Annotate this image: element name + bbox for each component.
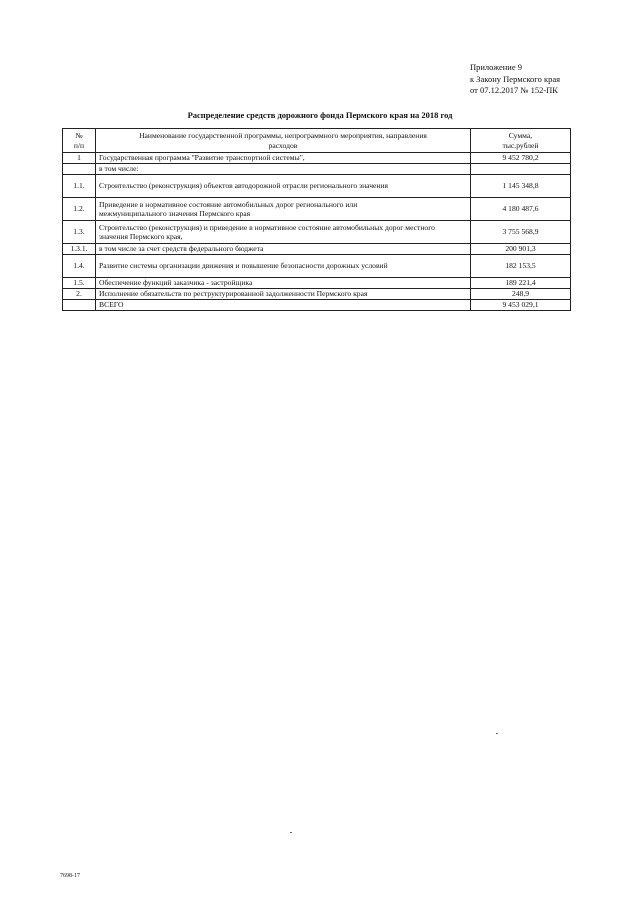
column-header-sum-line2: тыс.рублей bbox=[502, 140, 539, 150]
row-name: Приведение в нормативное состояние автомобильных дорог регионального или межмуниципального значения Пермского края bbox=[96, 198, 471, 221]
row-sum: 182 153,5 bbox=[471, 255, 571, 278]
table-row bbox=[63, 153, 571, 164]
road-fund-table bbox=[62, 128, 571, 311]
document-title: Распределение средств дорожного фонда Пермского края на 2018 год bbox=[187, 110, 453, 120]
appendix-number: Приложение 9 bbox=[470, 62, 522, 72]
appendix-header bbox=[470, 62, 560, 97]
row-sum: 4 180 487,6 bbox=[471, 198, 571, 221]
row-number: 1.3. bbox=[63, 221, 96, 244]
row-number: 2. bbox=[63, 289, 96, 300]
row-number bbox=[63, 164, 96, 175]
scan-speck bbox=[496, 733, 498, 734]
row-sum: 9 452 780,2 bbox=[471, 153, 571, 164]
row-sum: 9 453 029,1 bbox=[471, 300, 571, 311]
row-name: Развитие системы организации движения и повышение безопасности дорожных условий bbox=[96, 255, 471, 278]
row-sum: 189 221,4 bbox=[471, 278, 571, 289]
row-number: 1.2. bbox=[63, 198, 96, 221]
row-number: 1.5. bbox=[63, 278, 96, 289]
appendix-law-date: от 07.12.2017 № 152-ПК bbox=[470, 85, 558, 95]
row-name: Государственная программа "Развитие транспортной системы", bbox=[96, 153, 471, 164]
row-sum bbox=[471, 164, 571, 175]
table-row bbox=[63, 278, 571, 289]
column-header-sum bbox=[471, 129, 571, 153]
column-header-number-line2: п/п bbox=[73, 140, 85, 150]
row-number: 1.4. bbox=[63, 255, 96, 278]
table-row bbox=[63, 175, 571, 198]
row-number: 1.1. bbox=[63, 175, 96, 198]
table-row bbox=[63, 244, 571, 255]
row-name: Исполнение обязательств по реструктурированной задолженности Пермского края bbox=[96, 289, 471, 300]
table-row bbox=[63, 198, 571, 221]
row-name: Строительство (реконструкция) объектов автодорожной отрасли регионального значения bbox=[96, 175, 471, 198]
table-header-row bbox=[63, 129, 571, 153]
row-number: 1.3.1. bbox=[63, 244, 96, 255]
row-name: ВСЕГО bbox=[96, 300, 471, 311]
column-header-number-line1: № bbox=[75, 131, 83, 140]
row-name: Строительство (реконструкция) и приведение в нормативное состояние автомобильных дорог местного значения Пермского края, bbox=[96, 221, 471, 244]
scan-speck bbox=[290, 832, 292, 833]
table-row bbox=[63, 164, 571, 175]
table-total-row bbox=[63, 300, 571, 311]
row-sum: 3 755 568,9 bbox=[471, 221, 571, 244]
row-sum: 200 901,3 bbox=[471, 244, 571, 255]
row-name: в том числе: bbox=[96, 164, 471, 175]
row-sum: 248,9 bbox=[471, 289, 571, 300]
row-number bbox=[63, 300, 96, 311]
row-number: 1 bbox=[63, 153, 96, 164]
row-name: в том числе за счет средств федерального бюджета bbox=[96, 244, 471, 255]
table-row bbox=[63, 289, 571, 300]
table-row bbox=[63, 221, 571, 244]
appendix-law-reference: к Закону Пермского края bbox=[470, 73, 561, 84]
column-header-sum-line1: Сумма, bbox=[508, 131, 533, 140]
document-code: 7698-17 bbox=[60, 873, 80, 879]
table-row bbox=[63, 255, 571, 278]
row-name: Обеспечение функций заказчика - застройщика bbox=[96, 278, 471, 289]
row-sum: 1 145 348,8 bbox=[471, 175, 571, 198]
column-header-name: Наименование государственной программы, непрограммного мероприятия, направления расходов bbox=[96, 129, 471, 153]
column-header-number bbox=[63, 129, 96, 153]
